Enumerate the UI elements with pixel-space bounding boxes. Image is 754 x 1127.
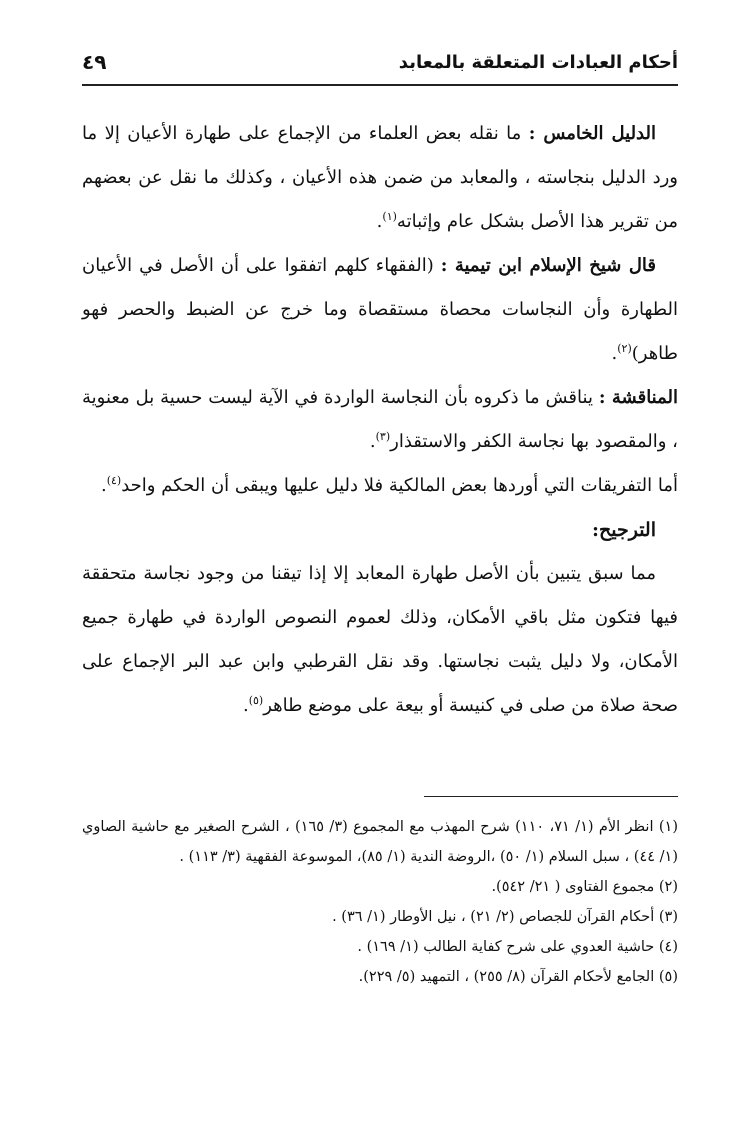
main-text (82, 112, 678, 728)
paragraph-end-mark: . (611, 343, 618, 364)
paragraph-text: (الفقهاء كلهم اتفقوا على أن الأصل في الأعيان الطهارة وأن النجاسات محصاة مستقصاة وما خرج عن الضبط والحصر فهو طاهر) (82, 255, 678, 364)
paragraph-fifth-evidence (82, 112, 678, 244)
footnote-ref: (٥) (248, 694, 264, 707)
paragraph-ibn-taymiyya (82, 244, 678, 376)
footnote-ref: (٢) (617, 342, 632, 355)
footnote-4: (٤) حاشية العدوي على شرح كفاية الطالب (١/ ١٦٩) . (357, 939, 678, 955)
paragraph-text: ما نقله بعض العلماء من الإجماع على طهارة الأعيان إلا ما ورد الدليل بنجاسته ، والمعابد من ضمن هذه الأعيان ، وكذلك ما نقل عن بعضهم من تقرير هذا الأصل بشكل عام وإثباته (82, 123, 678, 232)
footnote-ref: (٣) (375, 430, 391, 443)
paragraph-text: يناقش ما ذكروه بأن النجاسة الواردة في الآية ليست حسية بل معنوية ، والمقصود بها نجاسة الكفر والاستقذار (82, 387, 678, 452)
paragraph-end-mark: . (242, 695, 249, 716)
tarjih-heading: الترجيح: (591, 519, 656, 541)
running-title: أحكام العبادات المتعلقة بالمعابد (398, 52, 678, 73)
paragraph-lead: قال شيخ الإسلام ابن تيمية : (440, 255, 656, 276)
footnote-ref: (٤) (106, 474, 122, 487)
paragraph-lead: الدليل الخامس : (528, 123, 656, 144)
paragraph-end-mark: . (100, 475, 107, 496)
paragraph-lead: المناقشة : (598, 387, 679, 408)
footnote-1: (١) انظر الأم (١/ ٧١، ١١٠) شرح المهذب مع المجموع (٣/ ١٦٥) ، الشرح الصغير مع حاشية الصاوي (١/ ٤٤) ، سبل السلام (١/ ٥٠) ،الروضة الندية (١/ ٨٥)، الموسوعة الفقهية (٣/ ١١٣) . (82, 819, 678, 865)
paragraph-text: مما سبق يتبين بأن الأصل طهارة المعابد إلا إذا تيقنا من وجود نجاسة متحققة فيها فتكون مثل باقي الأمكان، وذلك لعموم النصوص الواردة في طهارة جميع الأمكان، ولا دليل يثبت نجاستها. وقد نقل القرطبي وابن عبد البر الإجماع على صحة صلاة من صلى في كنيسة أو بيعة على موضع طاهر (82, 563, 678, 716)
footnote-ref: (١) (382, 210, 397, 223)
paragraph-tarjih (82, 552, 678, 728)
paragraph-text: أما التفريقات التي أوردها بعض المالكية فلا دليل عليها ويبقى أن الحكم واحد (121, 475, 678, 496)
footnotes (82, 812, 678, 992)
footnote-2: (٢) مجموع الفتاوى ( ٢١/ ٥٤٢). (491, 879, 678, 895)
page-number: ٤٩ (82, 50, 107, 74)
footnote-separator (424, 796, 678, 797)
paragraph-maliki (82, 464, 678, 508)
paragraph-end-mark: . (376, 211, 383, 232)
paragraph-end-mark: . (369, 431, 376, 452)
footnote-3: (٣) أحكام القرآن للجصاص (٢/ ٢١) ، نيل الأوطار (١/ ٣٦) . (332, 909, 678, 925)
page-header (82, 44, 678, 86)
footnote-5: (٥) الجامع لأحكام القرآن (٨/ ٢٥٥) ، التمهيد (٥/ ٢٢٩). (358, 969, 678, 985)
paragraph-discussion (82, 376, 678, 464)
